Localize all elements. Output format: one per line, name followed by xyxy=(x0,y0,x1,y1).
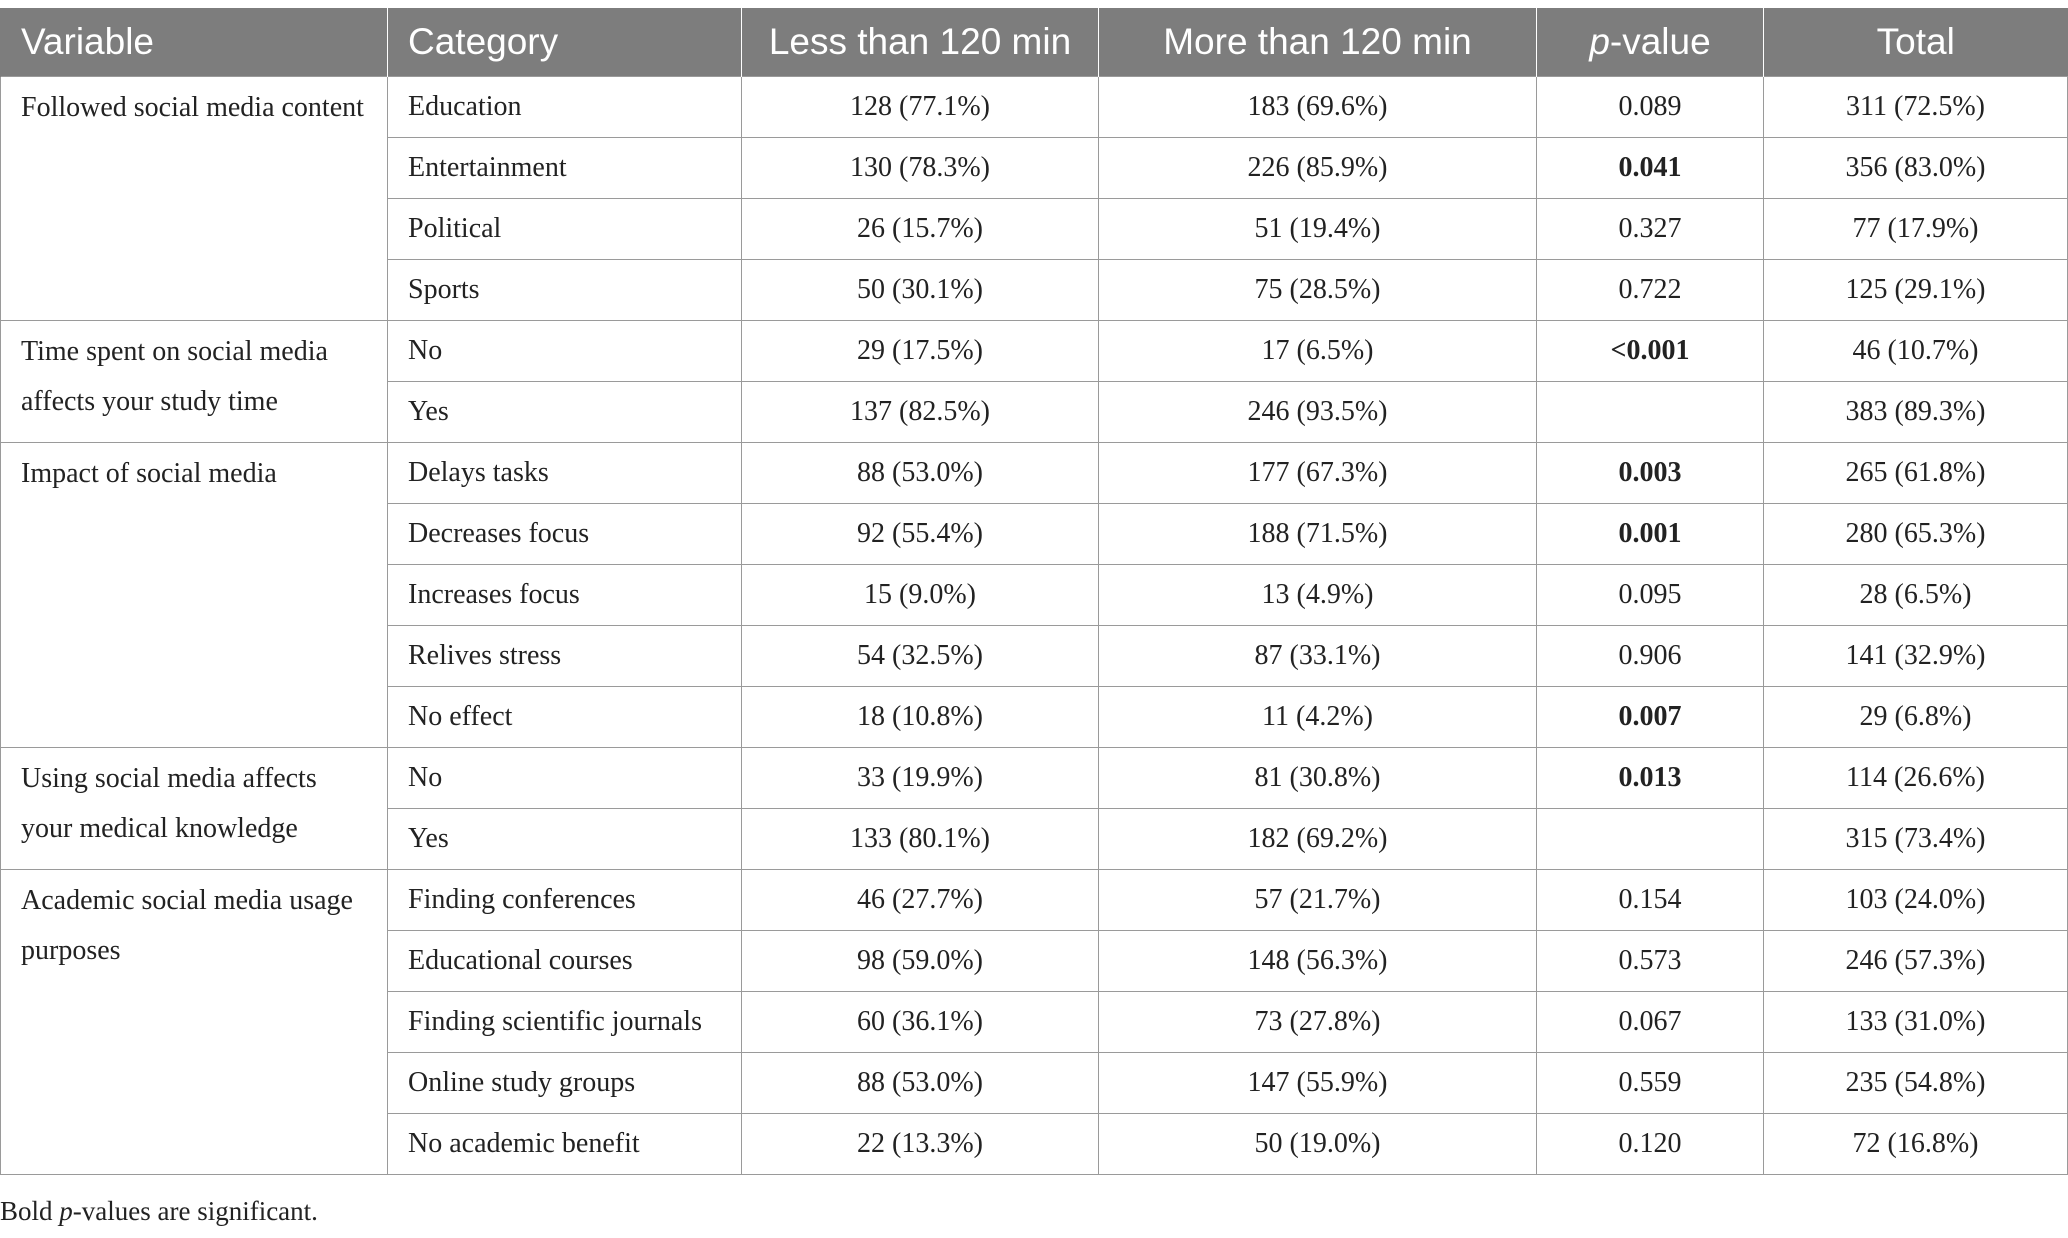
more-than-120-cell: 17 (6.5%) xyxy=(1099,321,1537,382)
p-value-cell: 0.120 xyxy=(1537,1114,1764,1175)
header-less-than-120: Less than 120 min xyxy=(742,8,1099,77)
more-than-120-cell: 57 (21.7%) xyxy=(1099,870,1537,931)
p-value-cell: 0.041 xyxy=(1537,138,1764,199)
total-cell: 125 (29.1%) xyxy=(1764,260,2068,321)
table-row xyxy=(1,443,2068,504)
table-row xyxy=(1,748,2068,809)
category-cell: Educational courses xyxy=(388,931,742,992)
footnote-p-italic: p xyxy=(59,1196,73,1226)
more-than-120-cell: 50 (19.0%) xyxy=(1099,1114,1537,1175)
total-cell: 315 (73.4%) xyxy=(1764,809,2068,870)
p-value-cell: 0.722 xyxy=(1537,260,1764,321)
p-value-cell: 0.154 xyxy=(1537,870,1764,931)
more-than-120-cell: 182 (69.2%) xyxy=(1099,809,1537,870)
less-than-120-cell: 60 (36.1%) xyxy=(742,992,1099,1053)
table-row xyxy=(1,321,2068,382)
total-cell: 114 (26.6%) xyxy=(1764,748,2068,809)
table-row xyxy=(1,77,2068,138)
less-than-120-cell: 133 (80.1%) xyxy=(742,809,1099,870)
variable-cell: Impact of social media xyxy=(1,443,388,748)
category-cell: No xyxy=(388,748,742,809)
total-cell: 28 (6.5%) xyxy=(1764,565,2068,626)
total-cell: 46 (10.7%) xyxy=(1764,321,2068,382)
total-cell: 235 (54.8%) xyxy=(1764,1053,2068,1114)
more-than-120-cell: 188 (71.5%) xyxy=(1099,504,1537,565)
less-than-120-cell: 137 (82.5%) xyxy=(742,382,1099,443)
category-cell: Increases focus xyxy=(388,565,742,626)
p-value-cell: 0.003 xyxy=(1537,443,1764,504)
footnote-prefix: Bold xyxy=(0,1196,60,1226)
less-than-120-cell: 22 (13.3%) xyxy=(742,1114,1099,1175)
p-value-cell: 0.327 xyxy=(1537,199,1764,260)
variable-cell: Time spent on social media affects your study time xyxy=(1,321,388,443)
less-than-120-cell: 46 (27.7%) xyxy=(742,870,1099,931)
header-p-rest: -value xyxy=(1609,21,1711,62)
less-than-120-cell: 128 (77.1%) xyxy=(742,77,1099,138)
category-cell: No effect xyxy=(388,687,742,748)
header-p-value xyxy=(1537,8,1764,77)
more-than-120-cell: 177 (67.3%) xyxy=(1099,443,1537,504)
p-value-cell: 0.067 xyxy=(1537,992,1764,1053)
total-cell: 383 (89.3%) xyxy=(1764,382,2068,443)
less-than-120-cell: 26 (15.7%) xyxy=(742,199,1099,260)
less-than-120-cell: 130 (78.3%) xyxy=(742,138,1099,199)
header-row xyxy=(1,8,2068,77)
p-value-cell: 0.007 xyxy=(1537,687,1764,748)
total-cell: 133 (31.0%) xyxy=(1764,992,2068,1053)
category-cell: Delays tasks xyxy=(388,443,742,504)
more-than-120-cell: 81 (30.8%) xyxy=(1099,748,1537,809)
less-than-120-cell: 29 (17.5%) xyxy=(742,321,1099,382)
category-cell: Online study groups xyxy=(388,1053,742,1114)
category-cell: Entertainment xyxy=(388,138,742,199)
category-cell: Sports xyxy=(388,260,742,321)
total-cell: 72 (16.8%) xyxy=(1764,1114,2068,1175)
total-cell: 77 (17.9%) xyxy=(1764,199,2068,260)
more-than-120-cell: 147 (55.9%) xyxy=(1099,1053,1537,1114)
category-cell: Finding conferences xyxy=(388,870,742,931)
more-than-120-cell: 183 (69.6%) xyxy=(1099,77,1537,138)
category-cell: Yes xyxy=(388,809,742,870)
less-than-120-cell: 88 (53.0%) xyxy=(742,443,1099,504)
less-than-120-cell: 88 (53.0%) xyxy=(742,1053,1099,1114)
category-cell: No academic benefit xyxy=(388,1114,742,1175)
more-than-120-cell: 11 (4.2%) xyxy=(1099,687,1537,748)
p-value-cell: 0.001 xyxy=(1537,504,1764,565)
less-than-120-cell: 18 (10.8%) xyxy=(742,687,1099,748)
variable-cell: Followed social media content xyxy=(1,77,388,321)
header-total: Total xyxy=(1764,8,2068,77)
category-cell: Political xyxy=(388,199,742,260)
total-cell: 103 (24.0%) xyxy=(1764,870,2068,931)
more-than-120-cell: 87 (33.1%) xyxy=(1099,626,1537,687)
more-than-120-cell: 75 (28.5%) xyxy=(1099,260,1537,321)
total-cell: 356 (83.0%) xyxy=(1764,138,2068,199)
less-than-120-cell: 50 (30.1%) xyxy=(742,260,1099,321)
category-cell: Finding scientific journals xyxy=(388,992,742,1053)
category-cell: No xyxy=(388,321,742,382)
more-than-120-cell: 51 (19.4%) xyxy=(1099,199,1537,260)
table-footnote xyxy=(0,1196,318,1227)
table-header xyxy=(1,8,2068,77)
header-category: Category xyxy=(388,8,742,77)
category-cell: Decreases focus xyxy=(388,504,742,565)
less-than-120-cell: 98 (59.0%) xyxy=(742,931,1099,992)
total-cell: 141 (32.9%) xyxy=(1764,626,2068,687)
less-than-120-cell: 15 (9.0%) xyxy=(742,565,1099,626)
footnote-suffix: -values are significant. xyxy=(72,1196,318,1226)
total-cell: 280 (65.3%) xyxy=(1764,504,2068,565)
more-than-120-cell: 226 (85.9%) xyxy=(1099,138,1537,199)
less-than-120-cell: 33 (19.9%) xyxy=(742,748,1099,809)
more-than-120-cell: 246 (93.5%) xyxy=(1099,382,1537,443)
total-cell: 29 (6.8%) xyxy=(1764,687,2068,748)
more-than-120-cell: 13 (4.9%) xyxy=(1099,565,1537,626)
p-value-cell xyxy=(1537,809,1764,870)
variable-cell: Using social media affects your medical knowledge xyxy=(1,748,388,870)
p-value-cell: 0.095 xyxy=(1537,565,1764,626)
category-cell: Education xyxy=(388,77,742,138)
total-cell: 246 (57.3%) xyxy=(1764,931,2068,992)
table-container xyxy=(0,8,2068,1175)
category-cell: Relives stress xyxy=(388,626,742,687)
header-more-than-120: More than 120 min xyxy=(1099,8,1537,77)
header-p-italic: p xyxy=(1589,21,1610,62)
more-than-120-cell: 73 (27.8%) xyxy=(1099,992,1537,1053)
variable-cell: Academic social media usage purposes xyxy=(1,870,388,1175)
less-than-120-cell: 54 (32.5%) xyxy=(742,626,1099,687)
p-value-cell: <0.001 xyxy=(1537,321,1764,382)
p-value-cell xyxy=(1537,382,1764,443)
p-value-cell: 0.089 xyxy=(1537,77,1764,138)
p-value-cell: 0.573 xyxy=(1537,931,1764,992)
table-body xyxy=(1,77,2068,1175)
p-value-cell: 0.013 xyxy=(1537,748,1764,809)
table-row xyxy=(1,870,2068,931)
p-value-cell: 0.906 xyxy=(1537,626,1764,687)
results-table xyxy=(0,8,2068,1175)
more-than-120-cell: 148 (56.3%) xyxy=(1099,931,1537,992)
category-cell: Yes xyxy=(388,382,742,443)
p-value-cell: 0.559 xyxy=(1537,1053,1764,1114)
less-than-120-cell: 92 (55.4%) xyxy=(742,504,1099,565)
total-cell: 265 (61.8%) xyxy=(1764,443,2068,504)
total-cell: 311 (72.5%) xyxy=(1764,77,2068,138)
header-variable: Variable xyxy=(1,8,388,77)
